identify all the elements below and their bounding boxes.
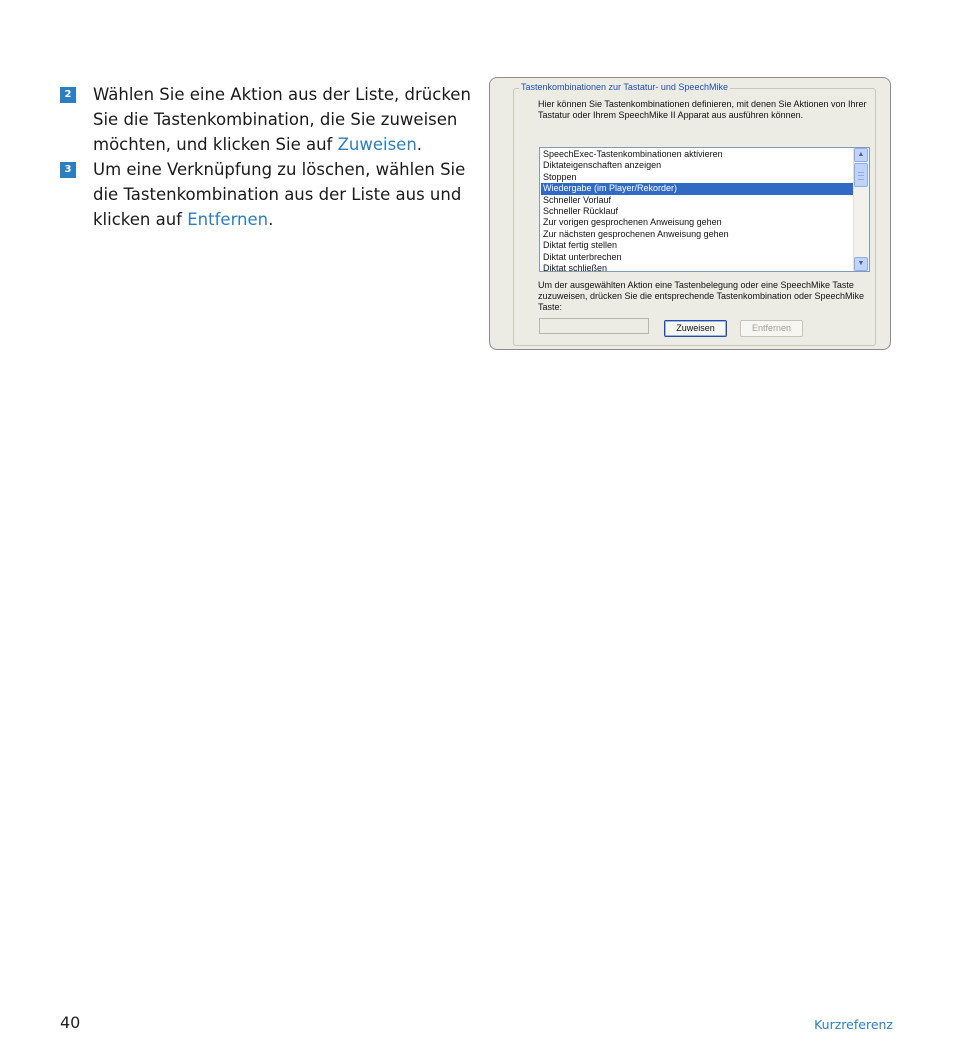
- step-2: [60, 82, 480, 157]
- instruction-steps: [60, 82, 480, 232]
- shortcut-dialog-screenshot: [489, 77, 891, 350]
- action-listbox[interactable]: [539, 147, 870, 272]
- assign-button[interactable]: Zuweisen: [664, 320, 727, 337]
- arrow-up-icon[interactable]: ▲: [854, 148, 868, 162]
- groupbox-title: Tastenkombinationen zur Tastatur- und SpeechMike: [521, 82, 728, 92]
- section-name: Kurzreferenz: [814, 1017, 893, 1032]
- list-item[interactable]: Wiedergabe (im Player/Rekorder): [541, 183, 853, 194]
- page-number: 40: [60, 1013, 81, 1032]
- list-item[interactable]: Schneller Vorlauf: [543, 194, 612, 205]
- scroll-thumb[interactable]: [854, 163, 868, 187]
- list-item[interactable]: Stoppen: [543, 171, 577, 182]
- step-text-end: .: [416, 135, 423, 154]
- assign-description: Um der ausgewählten Aktion eine Tastenbelegung oder eine SpeechMike Taste zuzuweisen, drücken Sie die entsprechende Tastenkombination oder SpeechMike Taste:: [538, 280, 865, 312]
- list-item[interactable]: Diktat schließen: [543, 262, 608, 272]
- step-number-badge: 3: [60, 162, 76, 178]
- remove-link-text: Entfernen: [187, 210, 269, 229]
- list-item[interactable]: Schneller Rücklauf: [543, 205, 619, 216]
- key-combination-input[interactable]: [539, 318, 649, 334]
- list-item[interactable]: Diktat fertig stellen: [543, 240, 618, 251]
- list-item[interactable]: Zur vorigen gesprochenen Anweisung gehen: [543, 217, 722, 228]
- listbox-scrollbar[interactable]: [853, 148, 869, 271]
- step-text: Um eine Verknüpfung zu löschen, wählen Sie die Tastenkombination aus der Liste aus und klicken auf: [93, 160, 466, 229]
- step-text-end: .: [268, 210, 274, 229]
- list-item[interactable]: SpeechExec-Tastenkombinationen aktivieren: [543, 149, 723, 159]
- action-list-items: [541, 149, 853, 272]
- step-text: Wählen Sie eine Aktion aus der Liste, drücken Sie die Tastenkombination, die Sie zuweisen möchten, und klicken Sie auf: [93, 85, 471, 154]
- list-item[interactable]: Zur nächsten gesprochenen Anweisung gehen: [543, 228, 729, 239]
- step-3: [60, 157, 480, 232]
- step-number-badge: 2: [60, 87, 76, 103]
- dialog-description: Hier können Sie Tastenkombinationen definieren, mit denen Sie Aktionen von Ihrer Tastatur oder Ihrem SpeechMike II Apparat aus ausführen können.: [538, 99, 867, 120]
- assign-link-text: Zuweisen: [337, 135, 417, 154]
- grip-icon: [858, 172, 864, 180]
- list-item[interactable]: Diktateigenschaften anzeigen: [543, 160, 662, 171]
- arrow-down-icon[interactable]: ▼: [854, 257, 868, 271]
- list-item[interactable]: Diktat unterbrechen: [543, 251, 622, 262]
- remove-button[interactable]: Entfernen: [740, 320, 803, 337]
